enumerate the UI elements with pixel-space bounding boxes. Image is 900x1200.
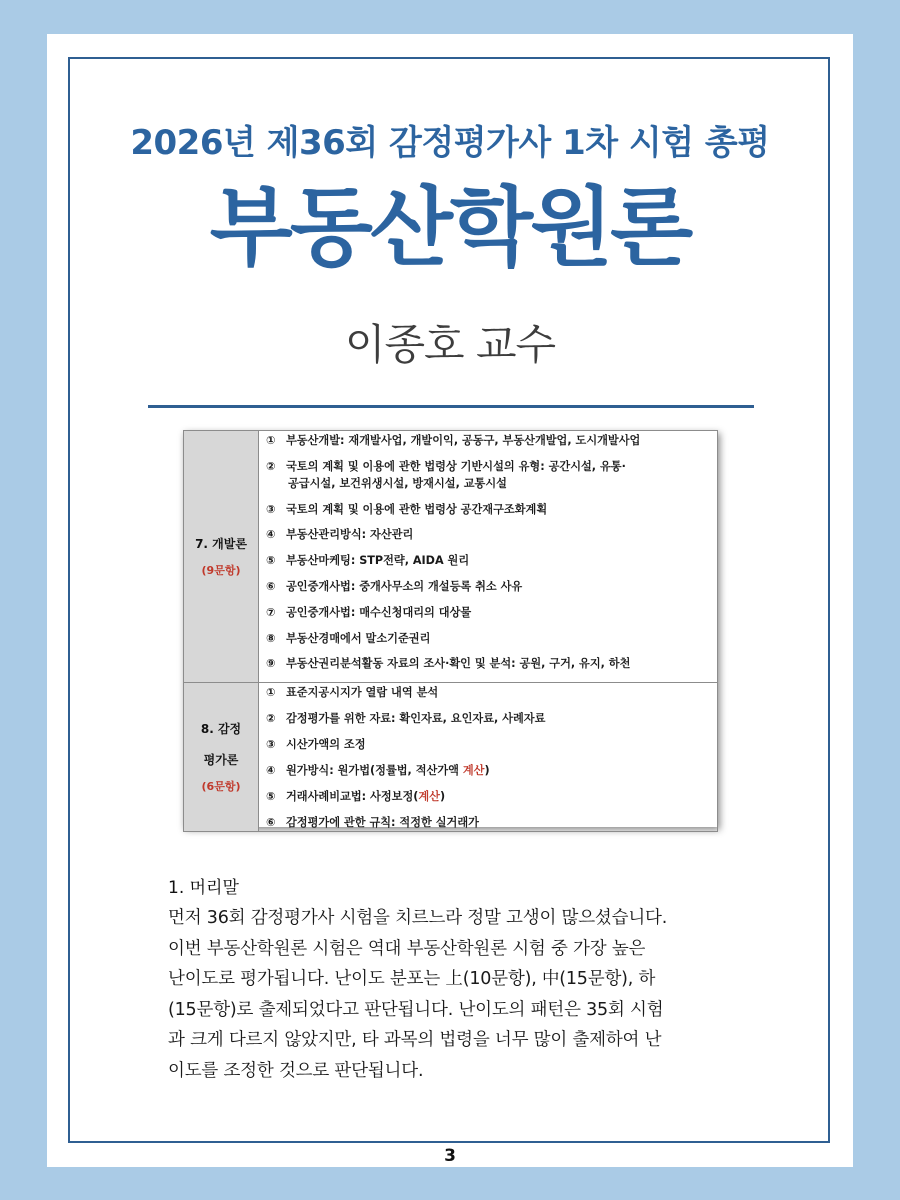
item-text: 감정평가를 위한 자료: 확인자료, 요인자료, 사례자료 <box>286 712 546 725</box>
paragraph-line: 이번 부동산학원론 시험은 역대 부동산학원론 시험 중 가장 높은 <box>168 938 646 959</box>
item-text: 부동산경매에서 말소기준권리 <box>286 631 431 645</box>
list-item <box>266 764 710 778</box>
author-name: 이종호 교수 <box>344 320 556 369</box>
item-number: ⑦ <box>266 605 276 619</box>
item-number: ⑥ <box>266 579 276 593</box>
syllabus-table-image <box>183 430 718 827</box>
item-number: ② <box>266 712 276 725</box>
list-item <box>266 790 710 804</box>
list-item <box>266 503 710 517</box>
item-text: 원가방식: 원가법(정률법, 적산가액 <box>286 764 463 777</box>
item-text: 거래사례비교법: 사정보정( <box>286 790 419 803</box>
item-number: ④ <box>266 528 276 542</box>
paragraph-line: 난이도로 평가됩니다. 난이도 분포는 上(10문항), 中(15문항), 하 <box>168 969 656 989</box>
category-label-line2: 평가론 <box>203 753 239 767</box>
item-text-end: ) <box>484 764 490 777</box>
topic-list <box>260 432 716 671</box>
item-number: ① <box>266 434 276 447</box>
list-item <box>266 686 710 700</box>
highlight-text: 계산 <box>462 764 485 777</box>
item-text-end: ) <box>440 790 446 803</box>
topic-list <box>260 684 716 830</box>
items-cell <box>259 431 718 683</box>
list-item <box>266 712 710 726</box>
section-heading: 1. 머리말 <box>168 878 239 898</box>
item-text: 부동산관리방식: 자산관리 <box>286 528 414 542</box>
item-text: 공인중개사법: 매수신청대리의 대상물 <box>286 605 472 619</box>
list-item <box>266 554 710 568</box>
list-item <box>266 528 710 542</box>
item-text: 부동산권리분석활동 자료의 조사·확인 및 분석: 공원, 구거, 유지, 하천 <box>286 657 631 671</box>
highlight-text: 계산 <box>418 790 440 803</box>
body-paragraph <box>168 903 758 1086</box>
list-item <box>266 606 710 620</box>
list-item <box>266 657 710 671</box>
item-number: ③ <box>266 502 276 516</box>
item-text: 부동산개발: 재개발사업, 개발이익, 공동구, 부동산개발업, 도시개발사업 <box>286 434 641 447</box>
list-item <box>266 632 710 646</box>
item-text: 감정평가에 관한 규칙: 적정한 실거래가 <box>286 816 479 829</box>
syllabus-table <box>183 430 718 832</box>
item-number: ⑤ <box>266 554 276 568</box>
item-text: 부동산마케팅: STP전략, AIDA 원리 <box>286 554 470 568</box>
item-number: ⑤ <box>266 790 276 803</box>
list-item <box>266 434 710 448</box>
divider <box>148 405 754 408</box>
category-cell <box>184 683 259 832</box>
paragraph-line: 과 크게 다르지 않았지만, 타 과목의 법령을 너무 많이 출제하여 난 <box>168 1030 662 1050</box>
document-title: 부동산학원론 <box>209 178 691 278</box>
item-number: ① <box>266 686 276 699</box>
question-count: (6문항) <box>201 780 241 793</box>
item-text: 공인중개사법: 중개사무소의 개설등록 취소 사유 <box>286 579 523 593</box>
category-cell <box>184 431 259 683</box>
category-label: 7. 개발론 <box>195 537 247 551</box>
document-subtitle: 2026년 제36회 감정평가사 1차 시험 총평 <box>130 123 770 163</box>
table-row <box>184 431 718 683</box>
items-cell <box>259 683 718 832</box>
paragraph-line: 이도를 조정한 것으로 판단됩니다. <box>168 1060 424 1081</box>
paragraph-line: (15문항)로 출제되었다고 판단됩니다. 난이도의 패턴은 35회 시험 <box>168 999 664 1020</box>
list-item <box>266 816 710 830</box>
item-number: ⑧ <box>266 631 276 645</box>
item-text: 시산가액의 조정 <box>286 738 366 751</box>
item-text-continued: 공급시설, 보건위생시설, 방재시설, 교통시설 <box>288 476 507 490</box>
item-text: 국토의 계획 및 이용에 관한 법령상 기반시설의 유형: 공간시설, 유통· <box>286 459 626 473</box>
question-count: (9문항) <box>201 564 241 577</box>
page-number: 3 <box>444 1146 456 1166</box>
item-number: ③ <box>266 738 276 751</box>
list-item <box>266 580 710 594</box>
item-number: ④ <box>266 764 276 777</box>
paragraph-line: 먼저 36회 감정평가사 시험을 치르느라 정말 고생이 많으셨습니다. <box>168 908 668 928</box>
list-item <box>266 460 710 491</box>
table-row <box>184 683 718 832</box>
item-text: 표준지공시지가 열람 내역 분석 <box>286 686 439 699</box>
category-label: 8. 감정 <box>200 722 242 736</box>
item-text: 국토의 계획 및 이용에 관한 법령상 공간재구조화계획 <box>286 502 548 516</box>
item-number: ⑥ <box>266 816 276 829</box>
list-item <box>266 738 710 752</box>
item-number: ② <box>266 459 276 473</box>
item-number: ⑨ <box>266 657 276 671</box>
